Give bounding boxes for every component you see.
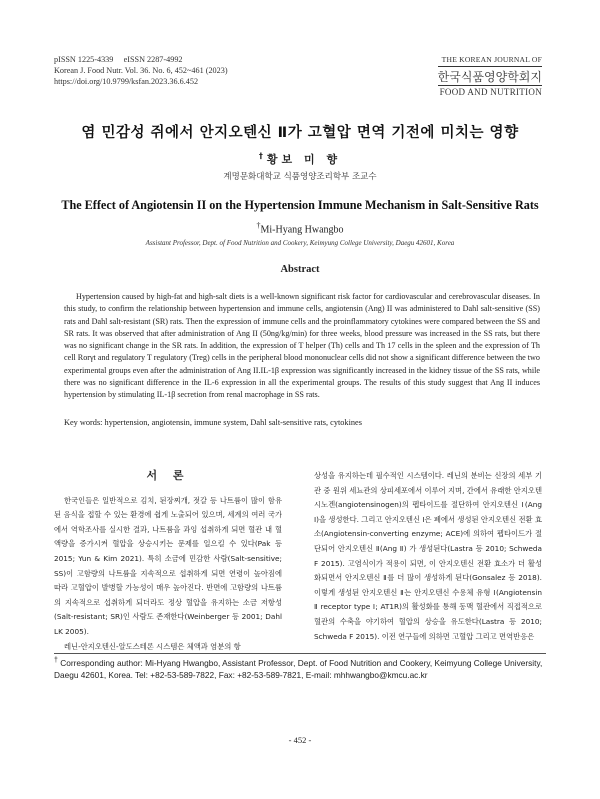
- affiliation-english: Assistant Professor, Dept. of Food Nutrition and Cookery, Keimyung College University, Daegu 42601, Korea: [145, 239, 455, 247]
- paragraph: 레닌-안지오텐신-알도스테론 시스템은 체액과 염분의 항: [64, 641, 241, 651]
- author-english: [0, 221, 600, 235]
- affiliation-korean: 계명문화대학교 식품영양조리학부 조교수: [223, 172, 377, 182]
- journal-logo: [438, 55, 542, 97]
- column-right: [314, 469, 542, 644]
- doi-link[interactable]: https://doi.org/10.9799/ksfan.2023.36.6.452: [54, 77, 199, 86]
- footnote-text: Corresponding author: Mi-Hyang Hwangbo, Assistant Professor, Dept. of Food Nutrition and Cookery, Keimyung College University, Daegu 42601, Korea. Tel: +82-53-589-7822, Fax: +82-53-589-7821, E-mail: mhhwangbo@kmcu.ac.kr: [54, 658, 543, 681]
- author-english-name: Mi-Hyang Hwangbo: [260, 224, 344, 236]
- page-number: - 452 -: [288, 735, 312, 745]
- footnote-mark: †: [54, 657, 58, 665]
- corresponding-mark-en: †: [256, 221, 261, 230]
- footnote: [54, 657, 546, 682]
- section-heading-introduction: 서 론: [146, 469, 190, 482]
- column-left: [54, 468, 282, 654]
- journal-name-ko: 한국식품영양학회지: [437, 70, 542, 84]
- issn-line: pISSN 1225-4339 eISSN 2287-4992: [54, 55, 183, 64]
- citation-line: Korean J. Food Nutr. Vol. 36. No. 6, 452~461 (2023): [54, 66, 228, 75]
- footnote-divider: [54, 653, 546, 654]
- paragraph: 한국인들은 일반적으로 김치, 된장찌개, 젓갈 등 나트륨이 많이 함유된 음식을 접할 수 있는 환경에 쉽게 노출되어 있으며, 세계의 여러 국가에서 역학조사를 실시한 결과, 나트륨을 과잉 섭취하게 되면 혈관 내 혈액량을 증가시켜 혈압을 상승시키는 문제를 일으킬 수 있다(Pak 등 2015; Yun & Kim 2021). 특히 소금에 민감한 사람(Salt-sensitive; SS)이 고함량의 나트륨을 지속적으로 섭취하게 되면 연령이 높아짐에 따라 고혈압이 발병할 가능성이 매우 높아진다. 반면에 고함량의 나트륨의 지속적으로 섭취하게 되더라도 정상 혈압을 유지하는 소금 저항성(Salt-resistant; SR)인 사람도 존재한다(Weinberger 등 2001; Dahl LK 2005).: [54, 495, 282, 636]
- corresponding-mark: †: [258, 151, 267, 161]
- keywords: Key words: hypertension, angiotensin, immune system, Dahl salt-sensitive rats, cytokines: [64, 418, 362, 427]
- author-korean-name: 황보 미 향: [266, 153, 342, 166]
- journal-name-en-bottom: FOOD AND NUTRITION: [439, 87, 542, 97]
- journal-name-en-top: THE KOREAN JOURNAL OF: [438, 55, 542, 67]
- title-english: The Effect of Angiotensin II on the Hypertension Immune Mechanism in Salt-Sensitive Rats: [61, 198, 539, 212]
- title-korean: 염 민감성 쥐에서 안지오텐신 Ⅱ가 고혈압 면역 기전에 미치는 영향: [81, 125, 519, 141]
- paragraph: 상성을 유지하는데 필수적인 시스템이다. 레닌의 분비는 신장의 세부 기관 중 원위 세뇨관의 상피세포에서 이루어 지며, 간에서 유래한 안지오텐시노겐(angiotensinogen)의 펩타이드를 절단하여 안지오텐신 Ⅰ(Ang Ⅰ)을 생성한다. 그리고 안지오텐신 Ⅰ은 폐에서 생성된 안지오텐신 전환 효소(Angiotensin-converting enzyme; ACE)에 의하여 펩타이드가 절단되어 안지오텐신 Ⅱ(Ang Ⅱ) 가 생성된다(Lastra 등 2010; Schweda F 2015). 고염식이가 적용이 되면, 이 안지오텐신 전환 효소가 더 활성화되면서 안지오텐신 Ⅱ를 더 많이 생성하게 된다(Gonsalez 등 2018). 이렇게 생성된 안지오텐신 Ⅱ는 안지오텐신 수용체 유형 Ⅰ(Angiotensin Ⅱ receptor type Ⅰ; AT1R)의 활성화를 통해 동맥 혈관에서 직접적으로 혈관의 수축을 야기하여 혈압의 상승을 유도한다(Lastra 등 2010; Schweda F 2015). 이전 연구들에 의하면 고혈압 그리고 면역반응은: [314, 471, 542, 641]
- author-korean: [0, 151, 600, 167]
- abstract-heading: Abstract: [280, 264, 320, 275]
- abstract-body: Hypertension caused by high-fat and high-salt diets is a well-known significant risk factor for cardiovascular and cerebrovascular diseases. In this study, to confirm the relationship between hypertension and immune cells, angiotensin (Ang) II was administered to Dahl salt-sensitive (SS) rats and Dahl salt-resistant (SR) rats. Then the expression of immune cells and the proinflammatory cytokines were compared between the SS and SR rats. It was observed that after administration of Ang II (50ng/kg/min) for three weeks, blood pressure was increased in the SS rats, but there was no significant change in the SR rats. In addition, the expression of T helper (Th) cells and Th 17 cells in the spleen and the expression of Th cell Rorγt and regulatory T regulatory (Treg) cells in the peripheral blood mononuclear cells did not show a significant difference between the two experimental groups even after the administration of Ang II.IL-1β expression was significantly increased in the kidney tissue of the SS rats, while there was no significant difference in the IL-6 expression in all the experimental groups. The results of this study suggest that Ang II induces hypertension by stimulating IL-1β secretion from renal macrophage in SS rats.: [64, 292, 540, 400]
- citation-block: [54, 54, 228, 87]
